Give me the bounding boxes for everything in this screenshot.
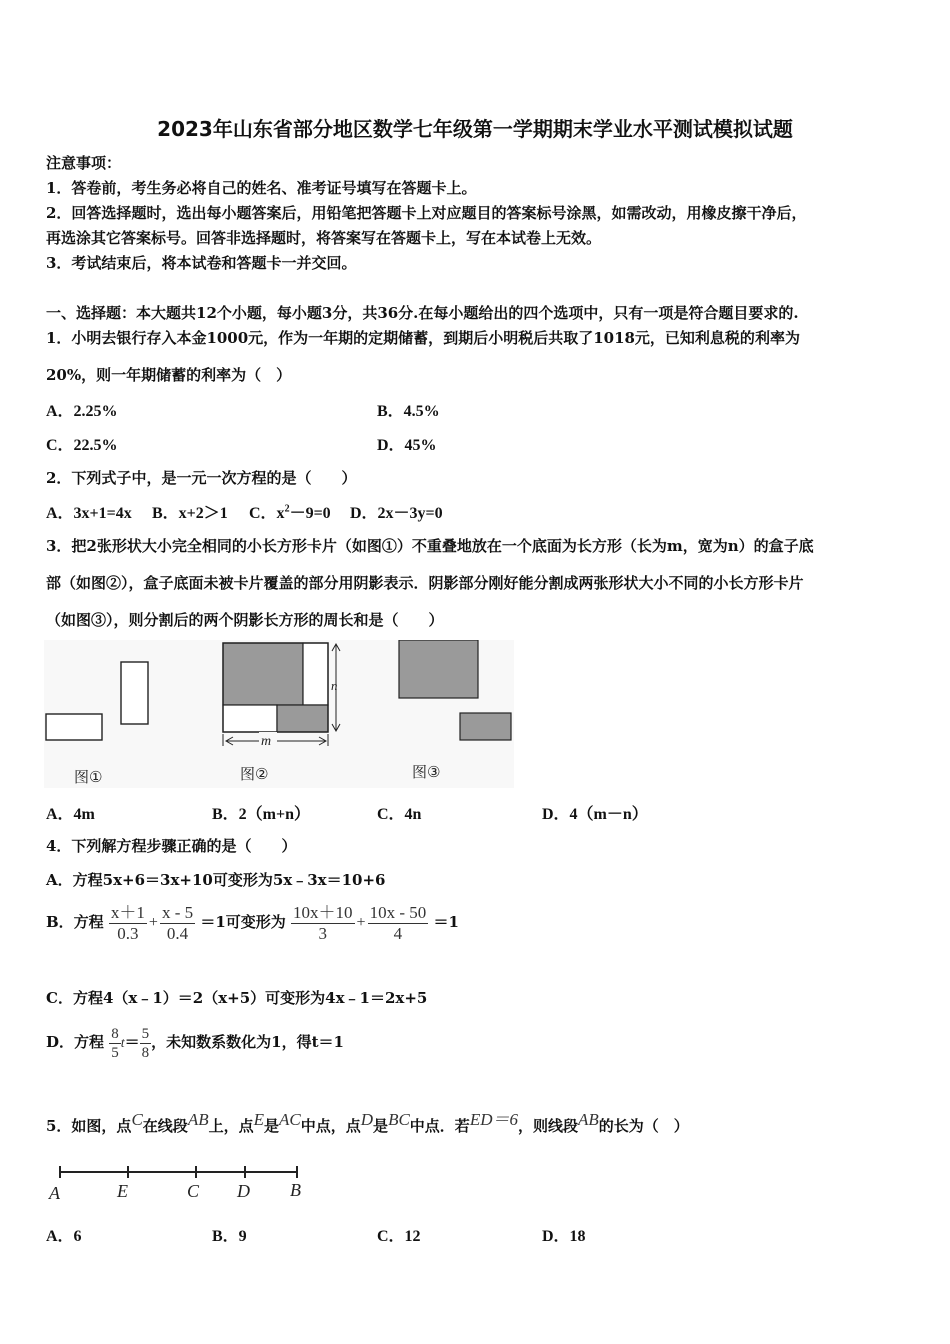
q4-option-b: B．方程 $\frac{x+1}{0.3}$ + $\frac{x - 5}{0.4}$ ＝1可变形为 $\frac{10x+10}{3}$ + $\frac{10x - 50}{4}$ ＝1 <box>46 902 459 943</box>
q3-figures <box>44 640 514 788</box>
fraction: $\frac{10x - 50}{4}$ <box>369 902 427 943</box>
q2-option-a: A．3x+1=4x <box>46 505 132 522</box>
fig3-caption: 图③ <box>412 763 441 781</box>
shaded-piece-small <box>460 713 511 740</box>
point-label-e: E <box>117 1181 128 1201</box>
q4-stem: 4．下列解方程步骤正确的是（ ） <box>46 837 297 855</box>
q2-option-b: B．x+2＞1 <box>152 505 228 522</box>
notes-heading: 注意事项： <box>46 154 122 172</box>
q2-stem: 2．下列式子中，是一元一次方程的是（ ） <box>46 469 357 487</box>
card-vertical <box>121 662 148 724</box>
section-heading: 一、选择题：本大题共12个小题，每小题3分，共36分.在每小题给出的四个选项中，只有一项是符合题目要求的. <box>46 304 799 322</box>
fraction: $\frac{x+1}{0.3}$ <box>110 902 145 943</box>
q1-option-d: D．45% <box>377 437 437 454</box>
fraction: $\frac{x - 5}{0.4}$ <box>161 902 194 943</box>
shaded-top <box>223 643 303 705</box>
fraction: $\frac{10x+10}{3}$ <box>293 902 353 943</box>
q3-option-d: D．4（m－n） <box>542 806 648 823</box>
q3-option-b: B．2（m+n） <box>212 806 311 823</box>
card-horizontal <box>46 714 102 740</box>
shaded-bottom <box>277 705 328 732</box>
fig2-caption: 图② <box>240 765 269 783</box>
shaded-piece-large <box>399 640 478 698</box>
q3-option-c: C．4n <box>377 806 422 823</box>
point-label-d: D <box>237 1181 250 1201</box>
q5-option-d: D．18 <box>542 1228 586 1245</box>
q3-option-a: A．4m <box>46 806 95 823</box>
q1-option-c: C．22.5% <box>46 437 118 454</box>
q5-option-b: B．9 <box>212 1228 247 1245</box>
point-label-c: C <box>187 1181 200 1201</box>
q5-stem: 5．如图，点$^C$在线段$^{AB}$上，点$^E$是$^{AC}$中点，点$^D$是$^{BC}$中点．若$^{ED=6}$，则线段$^{AB}$的长为（ ） <box>46 1110 689 1135</box>
q1-option-b: B．4.5% <box>377 403 440 420</box>
q3-stem: 3．把2张形状大小完全相同的小长方形卡片（如图①）不重叠地放在一个底面为长方形（长为m，宽为n）的盒子底 <box>46 537 814 555</box>
page-title: 2023年山东省部分地区数学七年级第一学期期末学业水平测试模拟试题 <box>157 117 793 141</box>
note-line: 再选涂其它答案标号。回答非选择题时，将答案写在答题卡上，写在本试卷上无效。 <box>46 229 602 247</box>
fig1-caption: 图① <box>74 768 103 786</box>
note-line: 3．考试结束后，将本试卷和答题卡一并交回。 <box>46 254 357 272</box>
point-label-b: B <box>290 1180 301 1200</box>
q3-stem-cont: （如图③），则分割后的两个阴影长方形的周长和是（ ） <box>46 611 444 629</box>
q4-option-a: A．方程5x+6＝3x+10可变形为5x﹣3x＝10+6 <box>46 871 386 889</box>
fraction: $\frac{8}{5}$ <box>111 1025 119 1061</box>
q5-option-c: C．12 <box>377 1228 421 1245</box>
q1-stem: 1．小明去银行存入本金1000元，作为一年期的定期储蓄，到期后小明税后共取了1018元，已知利息税的利率为 <box>46 329 800 347</box>
q1-option-a: A．2.25% <box>46 403 118 420</box>
q4-option-d: D．方程 $\frac{8}{5}$ t＝ $\frac{5}{8}$ ，未知数系数化为1，得t＝1 <box>46 1025 344 1061</box>
q2-option-c: C．$x^2-9=0$ <box>249 503 331 522</box>
m-label: m <box>261 734 272 749</box>
q4-option-c: C．方程4（x﹣1）＝2（x+5）可变形为4x﹣1＝2x+5 <box>46 989 428 1007</box>
fraction: $\frac{5}{8}$ <box>141 1025 150 1061</box>
point-label-a: A <box>49 1183 60 1203</box>
note-line: 1．答卷前，考生务必将自己的姓名、准考证号填写在答题卡上。 <box>46 179 477 197</box>
q5-segment-diagram <box>44 1158 324 1208</box>
card-flat <box>223 705 277 732</box>
q2-option-d: D．2x－3y=0 <box>350 505 443 522</box>
q5-option-a: A．6 <box>46 1228 82 1245</box>
n-label: n <box>331 678 338 693</box>
note-line: 2．回答选择题时，选出每小题答案后，用铅笔把答题卡上对应题目的答案标号涂黑，如需改动，用橡皮擦干净后， <box>46 204 807 222</box>
card-upright <box>303 643 328 705</box>
q1-stem-cont: 20%，则一年期储蓄的利率为（ ） <box>46 366 292 384</box>
q3-stem-cont: 部（如图②），盒子底面未被卡片覆盖的部分用阴影表示．阴影部分刚好能分割成两张形状大小不同的小长方形卡片 <box>46 574 804 592</box>
